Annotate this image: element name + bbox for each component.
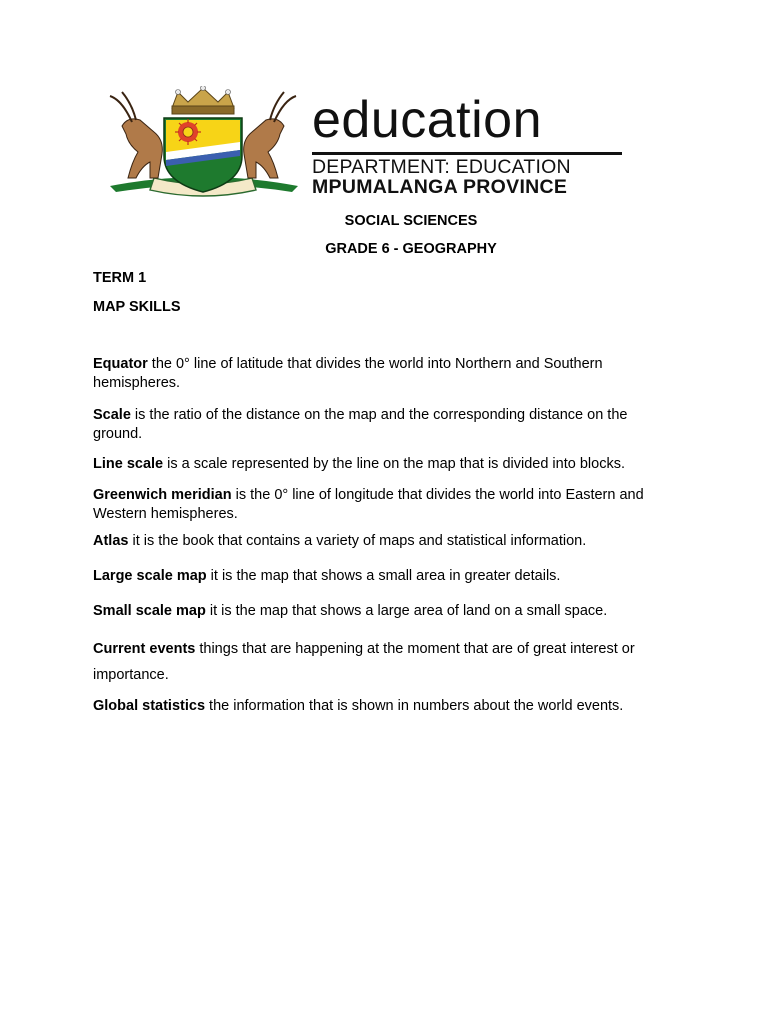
definition-text: the 0° line of latitude that divides the world into Northern and Southern hemispheres. bbox=[93, 356, 603, 391]
definition-term: Current events bbox=[93, 641, 196, 657]
divider bbox=[312, 152, 622, 155]
definition-text: things that are happening at the moment that are of great interest or importance. bbox=[93, 641, 635, 683]
definition-term: Line scale bbox=[93, 456, 164, 472]
definition-item bbox=[93, 486, 678, 524]
definition-item bbox=[93, 532, 678, 551]
definition-text: is a scale represented by the line on the map that is divided into blocks. bbox=[163, 456, 625, 472]
department-name-block bbox=[312, 91, 624, 198]
definition-item bbox=[93, 567, 678, 586]
definition-term: Global statistics bbox=[93, 698, 206, 714]
definition-text: it is the map that shows a small area in greater details. bbox=[206, 568, 561, 584]
department-line: DEPARTMENT: EDUCATION bbox=[312, 156, 571, 178]
definition-text: is the 0° line of longitude that divides the world into Eastern and Western hemispheres. bbox=[93, 487, 644, 522]
definition-text: the information that is shown in numbers about the world events. bbox=[205, 698, 624, 714]
definition-term: Small scale map bbox=[93, 603, 206, 619]
definition-term: Equator bbox=[93, 356, 148, 372]
definition-item bbox=[93, 406, 678, 444]
definition-item bbox=[93, 697, 678, 716]
definition-item bbox=[93, 602, 678, 621]
topic-heading: MAP SKILLS bbox=[93, 299, 181, 315]
definition-term: Scale bbox=[93, 407, 131, 423]
province-line: MPUMALANGA PROVINCE bbox=[312, 176, 568, 198]
definition-text: it is the book that contains a variety of maps and statistical information. bbox=[128, 533, 587, 549]
definition-item bbox=[93, 355, 678, 393]
coat-of-arms-icon bbox=[92, 86, 314, 206]
definition-text: is the ratio of the distance on the map and the corresponding distance on the ground. bbox=[93, 407, 628, 442]
definition-item bbox=[93, 636, 678, 688]
definition-term: Large scale map bbox=[93, 568, 207, 584]
department-logo-word: education bbox=[312, 91, 543, 149]
term-heading: TERM 1 bbox=[93, 270, 147, 286]
definition-item bbox=[93, 455, 678, 474]
definition-term: Greenwich meridian bbox=[93, 487, 232, 503]
letterhead bbox=[92, 86, 624, 206]
definition-term: Atlas bbox=[93, 533, 129, 549]
subject-title: SOCIAL SCIENCES bbox=[344, 213, 478, 229]
definition-text: it is the map that shows a large area of land on a small space. bbox=[205, 603, 608, 619]
grade-title: GRADE 6 - GEOGRAPHY bbox=[325, 241, 497, 257]
